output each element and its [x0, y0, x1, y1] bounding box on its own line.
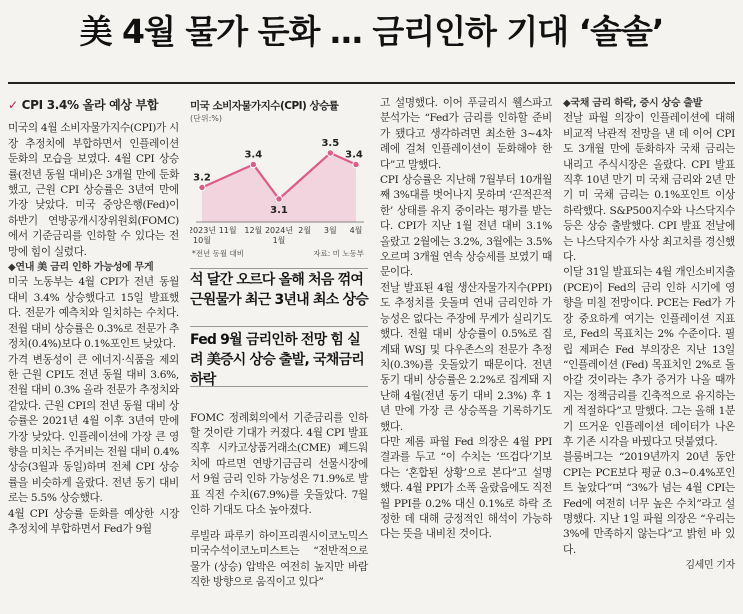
paragraph: 미국의 4월 소비자물가지수(CPI)가 시장 추정치에 부합하면서 인플레이션 둔화의 모습을 보였다. 4월 CPI 상승률(전년 동월 대비)은 3개월 만에 둔화했고, 근원 CPI 상승률은 3년여 만에 가장 낮았다. 미국 중앙은행(Fed)이 하반기 연방공개시장위원회(FOMC)에서 기준금리를 인하할 수 있다는 전망에 힘이 실렸다. [8, 122, 179, 258]
paragraph: FOMC 정례회의에서 기준금리를 인하할 것이란 기대가 커졌다. 4월 CPI 발표 직후 시카고상품거래소(CME) 페드워치에 따르면 연방기금금리 선물시장에서 9월 금리 인하 가능성은 71.9%로 발표 직전 수치(67.9%)를 웃돌았다. 7월 인하 기대도 다소 높아졌다. [190, 411, 368, 517]
subhead-text: CPI 3.4% 올라 예상 부합 [21, 98, 159, 112]
deck-headline-1: 석 달간 오르다 올해 처음 꺾여 근원물가 최근 3년내 최소 상승 [190, 272, 368, 308]
column-3 [380, 96, 552, 543]
chart-tick-label: 11월 [218, 226, 237, 235]
chart-title: 미국 소비자물가지수(CPI) 상승률 [190, 100, 339, 112]
paragraph: 이달 31일 발표되는 4월 개인소비지출(PCE)이 Fed의 금리 인하 시기에 영향을 미칠 전망이다. PCE는 Fed가 가장 중요하게 여기는 인플레이션 지표로, Fed의 목표치는 2% 수준이다. 필립 제퍼슨 Fed 부의장은 지난 13일 “인플레이션 (Fed) 목표치인 2%로 돌아갈 것이라는 추가 증거가 나올 때까지는 정책금리를 긴축적으로 유지하는 게 적절하다”고 말했다. 그는 올해 1분기 뜨거운 인플레이션 데이터가 나온 후 기존 시각을 바꿨다고 덧붙였다. [563, 266, 735, 448]
chart-data-label: 3.4 [244, 149, 263, 161]
chart-tick-label: 3월 [323, 226, 337, 235]
deck-headline-2: Fed 9월 금리인하 전망 힘 실려 美증시 상승 출발, 국채금리 하락 [190, 332, 364, 388]
chart-point [199, 184, 205, 190]
paragraph: 미국 노동부는 4월 CPI가 전년 동월 대비 3.4% 상승했다고 15일 발표했다. 전문가 예측치와 일치하는 수치다. 전월 대비 상승률은 0.3%로 전문가 추정치(0.4%)보다 0.1%포인트 낮았다. [8, 276, 179, 351]
deck-rule [190, 326, 368, 327]
cpi-chart [190, 98, 368, 266]
column-2-body [190, 400, 368, 601]
paragraph: 전날 파월 의장이 인플레이션에 대해 비교적 낙관적 전망을 낸 데 이어 CPI도 3개월 만에 둔화하자 국채 금리는 내리고 주식시장은 올랐다. CPI 발표 직후 10년 만기 미 국채 금리와 2년 만기 미 국채 금리는 0.1%포인트 이상 하락했다. S&P500지수와 나스닥지수 등은 상승 출발했다. CPI 발표 전날에는 나스닥지수가 사상 최고치를 경신했다. [563, 112, 735, 264]
chart-tick-label: 4월 [349, 226, 363, 235]
chart-point [353, 161, 359, 167]
chart-data-label: 3.2 [193, 172, 211, 184]
paragraph: 다만 제롬 파월 Fed 의장은 4월 PPI 결과를 두고 “이 수치는 ‘뜨겁다’기보다는 ‘혼합된 상황’으로 본다”고 설명했다. 4월 PPI가 소폭 올랐음에도 직전 월 PPI를 0.2% 대신 0.1%로 하락 조정한 데 대해 긍정적인 해석이 가능하다는 뜻을 내비친 것이다. [380, 435, 552, 541]
chart-point [276, 196, 282, 202]
chart-point [250, 161, 256, 167]
paragraph: 블룸버그는 “2019년까지 20년 동안 CPI는 PCE보다 평균 0.3~0.4%포인트 높았다”며 “3%가 넘는 4월 CPI는 Fed에 여전히 너무 높은 수치”라고 설명했다. 지난 1일 파월 의장은 “우리는 3%에 만족하지 않는다”고 밝힌 바 있다. [563, 451, 735, 556]
column-1 [8, 96, 179, 537]
chart-point [327, 150, 333, 156]
byline: 김세민 기자 [685, 560, 735, 572]
deck-rule [190, 386, 368, 387]
paragraph: 4월 CPI 상승률 둔화를 예상한 시장 추정치에 부합하면서 Fed가 9월 [8, 507, 179, 535]
paragraph: 고 설명했다. 이어 푸글리시 웰스파고 분석가는 “Fed가 금리를 인하할 준비가 됐다고 생각하려면 최소한 3~4차례에 걸쳐 인플레이션이 둔화해야 한다”고 말했다. [380, 97, 552, 171]
chart-source: 자료: 미 노동부 [313, 249, 364, 258]
section-minihead: ◆국채 금리 하락, 증시 상승 출발 [563, 98, 703, 109]
chart-tick-label: 12월 [244, 226, 263, 235]
chart-note: *전년 동월 대비 [192, 249, 244, 258]
paragraph: 가격 변동성이 큰 에너지·식품을 제외한 근원 CPI도 전년 동월 대비 3.6%, 전월 대비 0.3% 올라 전문가 추정치와 같았다. 근원 CPI의 전년 동월 대비 상승률은 2021년 4월 이후 3년여 만에 가장 낮았다. 인플레이션에 가장 큰 영향을 미치는 주거비는 전월 대비 0.4% 상승(3월과 동일)하며 전체 CPI 상승률을 비슷하게 올랐다. 전년 동기 대비로는 5.5% 상승했다. [8, 353, 179, 505]
headline: 美 4월 물가 둔화 … 금리인하 기대 ‘솔솔’ [79, 12, 664, 51]
chart-plot [190, 124, 368, 259]
chart-data-label: 3.1 [270, 205, 288, 216]
paragraph: 루빌라 파루키 하이프리퀀시이코노믹스 미국수석이코노미스트는 “전반적으로 물가 (상승) 압박은 여전히 높지만 바람직한 방향으로 움직이고 있다” [190, 530, 368, 589]
chart-data-label: 3.5 [321, 138, 340, 149]
check-icon: ✓ [8, 98, 18, 112]
chart-tick-label: 2023년 [190, 226, 217, 235]
paragraph: 전날 발표된 4월 생산자물가지수(PPI)도 추정치를 웃돌며 연내 금리인하 가능성은 없다는 주장에 무게가 실리기도 했다. 전월 대비 상승률이 0.5%로 집계돼 WSJ 및 다우존스의 전문가 추정치(0.3%)를 웃돌았기 때문이다. 전년 동기 대비 상승률은 2.2%로 집계돼 지난해 4월(전년 동기 대비 2.3%) 후 1년 만에 가장 큰 상승폭을 기록하기도 했다. [380, 281, 552, 433]
chart-data-label: 3.4 [345, 149, 363, 161]
chart-unit: (단위:%) [190, 114, 222, 123]
headline-divider [8, 82, 735, 84]
deck-rule [190, 268, 368, 269]
paragraph: CPI 상승률은 지난해 7월부터 10개월째 3%대를 벗어나지 못하며 ‘끈적끈적한’ 상태를 유지 중이라는 평가를 받는다. CPI가 지난 1월 전년 대비 3.1% 올랐고 2월에는 3.2%, 3월에는 3.5% 오르며 3개월 연속 상승세를 보였기 때문이다. [380, 174, 552, 279]
chart-tick-label: 2월 [298, 226, 312, 235]
section-minihead: ◆연내 美 금리 인하 가능성에 무게 [8, 262, 154, 274]
chart-tick-label: 1월 [272, 236, 286, 245]
column-4 [563, 96, 735, 574]
chart-tick-label: 2024년 [264, 226, 294, 235]
chart-tick-label: 10월 [193, 236, 211, 245]
subhead [8, 98, 179, 113]
